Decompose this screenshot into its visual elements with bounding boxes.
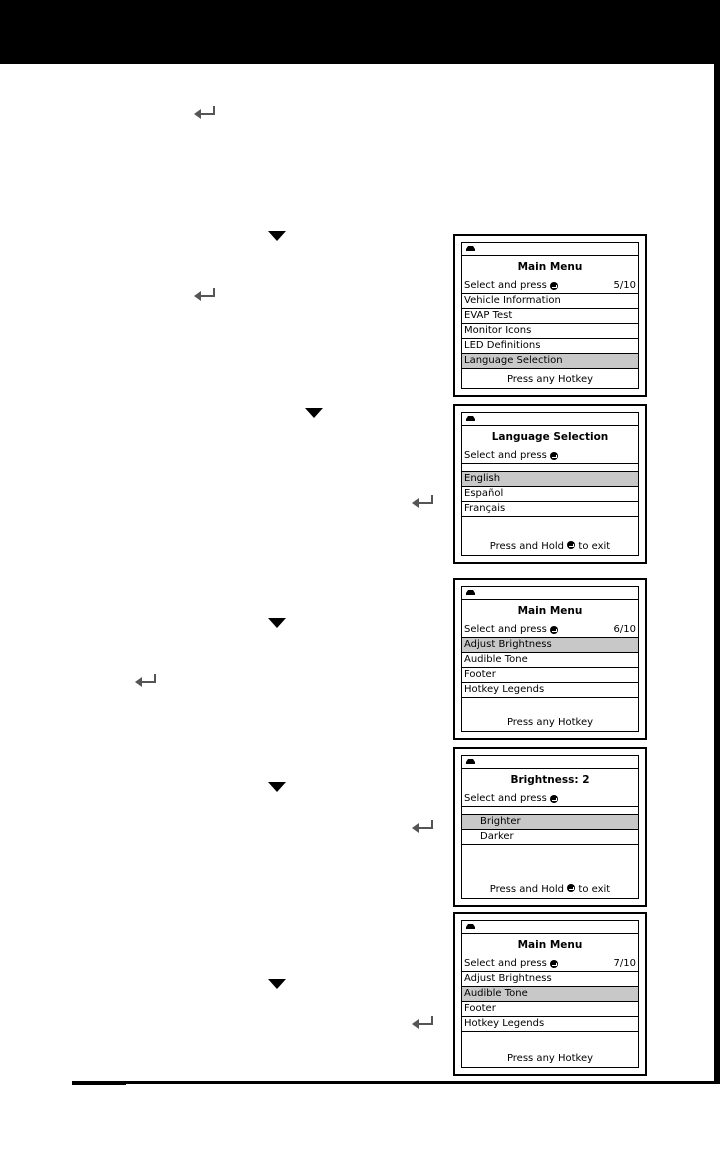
footer-hint: Press any Hotkey <box>506 1053 594 1064</box>
enter-icon <box>550 795 558 803</box>
menu-item[interactable]: Darker <box>462 830 638 845</box>
enter-icon <box>550 282 558 290</box>
enter-key-icon <box>410 818 436 836</box>
menu-item[interactable]: Footer <box>462 1002 638 1017</box>
menu-item[interactable]: Español <box>462 487 638 502</box>
page-indicator: 5/10 <box>613 280 636 291</box>
menu-item[interactable]: LED Definitions <box>462 339 638 354</box>
menu-item[interactable]: Hotkey Legends <box>462 683 638 698</box>
select-prompt-row <box>462 622 638 638</box>
footer-hint: Press and Hold to exit <box>489 884 611 895</box>
enter-icon <box>550 960 558 968</box>
menu-item-selected[interactable]: Adjust Brightness <box>462 638 638 653</box>
menu-item[interactable]: Hotkey Legends <box>462 1017 638 1032</box>
menu-item[interactable]: Adjust Brightness <box>462 972 638 987</box>
enter-key-icon <box>410 1014 436 1032</box>
status-row <box>462 756 638 769</box>
enter-key-icon <box>410 493 436 511</box>
page-edge-tab <box>714 64 720 1082</box>
car-icon <box>465 923 476 930</box>
menu-item[interactable]: Vehicle Information <box>462 294 638 309</box>
screen-title: Brightness: 2 <box>510 774 590 786</box>
menu-item-selected[interactable]: Brighter <box>462 815 638 830</box>
select-prompt: Select and press <box>464 623 547 635</box>
scan-tool-screen-language <box>453 404 647 564</box>
down-arrow-icon <box>268 979 286 989</box>
status-row <box>462 243 638 256</box>
enter-icon <box>550 452 558 460</box>
menu-item[interactable]: Monitor Icons <box>462 324 638 339</box>
select-prompt-row <box>462 791 638 807</box>
select-prompt-row <box>462 448 638 464</box>
menu-item[interactable]: EVAP Test <box>462 309 638 324</box>
scan-tool-screen-main-menu-3 <box>453 912 647 1076</box>
menu-item[interactable]: Français <box>462 502 638 517</box>
enter-key-icon <box>133 672 159 690</box>
status-row <box>462 921 638 934</box>
divider <box>462 464 638 472</box>
car-icon <box>465 589 476 596</box>
footer-rule <box>72 1081 720 1084</box>
scan-tool-screen-main-menu-1 <box>453 234 647 397</box>
page-header-bar <box>0 0 720 64</box>
select-prompt-row <box>462 956 638 972</box>
divider <box>462 807 638 815</box>
menu-item[interactable]: Audible Tone <box>462 653 638 668</box>
car-icon <box>465 758 476 765</box>
enter-key-icon <box>192 286 218 304</box>
menu-item-selected[interactable]: English <box>462 472 638 487</box>
page-indicator: 6/10 <box>613 624 636 635</box>
footer-hint: Press and Hold to exit <box>489 541 611 552</box>
down-arrow-icon <box>268 618 286 628</box>
screen-title: Language Selection <box>491 431 609 443</box>
footer-rule-accent <box>72 1081 126 1085</box>
enter-key-icon <box>192 104 218 122</box>
menu-item[interactable]: Footer <box>462 668 638 683</box>
select-prompt: Select and press <box>464 957 547 969</box>
page-indicator: 7/10 <box>613 958 636 969</box>
status-row <box>462 587 638 600</box>
down-arrow-icon <box>268 782 286 792</box>
car-icon <box>465 245 476 252</box>
enter-icon <box>567 541 575 549</box>
screen-title: Main Menu <box>517 605 583 617</box>
select-prompt: Select and press <box>464 792 547 804</box>
screen-title: Main Menu <box>517 939 583 951</box>
footer-hint: Press any Hotkey <box>506 717 594 728</box>
scan-tool-screen-brightness <box>453 747 647 907</box>
car-icon <box>465 415 476 422</box>
menu-item-selected[interactable]: Language Selection <box>462 354 638 369</box>
enter-icon <box>567 884 575 892</box>
select-prompt: Select and press <box>464 449 547 461</box>
down-arrow-icon <box>268 231 286 241</box>
screen-title: Main Menu <box>517 261 583 273</box>
select-prompt: Select and press <box>464 279 547 291</box>
enter-icon <box>550 626 558 634</box>
select-prompt-row <box>462 278 638 294</box>
menu-item-selected[interactable]: Audible Tone <box>462 987 638 1002</box>
footer-hint: Press any Hotkey <box>506 374 594 385</box>
scan-tool-screen-main-menu-2 <box>453 578 647 740</box>
status-row <box>462 413 638 426</box>
down-arrow-icon <box>305 408 323 418</box>
